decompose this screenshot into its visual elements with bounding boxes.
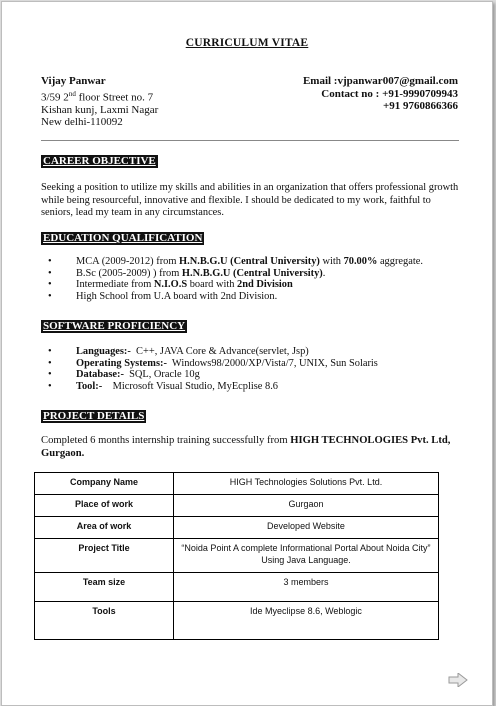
table-key-cell: Team size: [35, 573, 174, 602]
bullet-icon: •: [48, 380, 52, 392]
table-value-cell: HIGH Technologies Solutions Pvt. Ltd.: [174, 473, 439, 495]
education-text-b: H.N.B.G.U (Central University): [179, 256, 320, 267]
table-value-cell: 3 members: [174, 573, 439, 602]
bullet-icon: •: [48, 256, 52, 267]
phone-line-1: Contact no : +91-9990709943: [321, 87, 458, 100]
project-details-table: [34, 472, 439, 640]
header-divider: [41, 140, 459, 141]
software-item: [48, 369, 378, 381]
software-label: Tool:-: [76, 380, 103, 392]
education-text-d: 70.00%: [343, 256, 378, 267]
education-list: [48, 256, 423, 302]
address-number: 3/59 2: [41, 91, 69, 104]
education-heading: EDUCATION QUALIFICATION: [43, 232, 203, 244]
table-value-cell: Developed Website: [174, 517, 439, 539]
table-row: [35, 517, 439, 539]
education-item: [48, 279, 423, 291]
software-value: C++, JAVA Core & Advance(servlet, Jsp): [130, 346, 309, 357]
software-item: [48, 358, 378, 370]
software-list: [48, 346, 378, 392]
bullet-icon: •: [48, 290, 52, 302]
address-line-3: New delhi-110092: [41, 116, 123, 129]
education-text-a: B.Sc (2005-2009) ) from: [76, 267, 182, 279]
table-value-cell: Gurgaon: [174, 495, 439, 517]
bullet-icon: •: [48, 267, 52, 279]
education-text-c: with: [319, 256, 344, 267]
education-text-c: .: [322, 267, 326, 279]
table-value-cell: Ide Myeclipse 8.6, Weblogic: [174, 602, 439, 640]
bullet-icon: •: [48, 357, 52, 369]
table-row: [35, 473, 439, 495]
education-item: [48, 291, 423, 303]
software-heading: SOFTWARE PROFICIENCY: [43, 320, 186, 332]
software-label: Operating Systems:-: [76, 357, 167, 369]
software-label: Languages:-: [76, 346, 131, 357]
candidate-name: Vijay Panwar: [41, 75, 106, 87]
education-text-a: Intermediate from: [76, 279, 154, 291]
software-label: Database:-: [76, 369, 124, 381]
table-key-cell: Tools: [35, 602, 174, 640]
education-text-b: N.I.O.S: [153, 279, 188, 291]
education-item: [48, 256, 423, 268]
table-key-cell: Company Name: [35, 473, 174, 495]
table-key-cell: Area of work: [35, 517, 174, 539]
software-value: Microsoft Visual Studio, MyEcplise 8.6: [102, 380, 279, 392]
table-value-cell: “Noida Point A complete Informational Portal About Noida City” Using Java Language.: [174, 539, 439, 573]
table-row: [35, 602, 439, 640]
education-text-a: MCA (2009-2012) from: [76, 256, 180, 267]
career-objective-text: Seeking a position to utilize my skills and abilities in an organization that offers professional growth while being resourceful, innovative and flexible. I should be dedicated to my work, faithful to seniors, lead my team in any circumstances.: [41, 182, 459, 219]
career-objective-heading: CAREER OBJECTIVE: [43, 155, 156, 167]
education-text-a: High School from U.A board with 2nd Division.: [76, 290, 278, 302]
table-key-cell: Project Title: [35, 539, 174, 573]
project-heading: PROJECT DETAILS: [43, 410, 145, 422]
project-company: HIGH TECHNOLOGIES Pvt. Ltd, Gurgaon.: [41, 435, 451, 459]
email-line: Email :vjpanwar007@gmail.com: [302, 75, 458, 87]
address-line-2: Kishan kunj, Laxmi Nagar: [41, 103, 159, 116]
education-text-b: H.N.B.G.U (Central University): [181, 267, 323, 279]
contact-info-block: [303, 75, 458, 113]
software-value: Windows98/2000/XP/Vista/7, UNIX, Sun Solaris: [166, 357, 378, 369]
project-intro: [41, 435, 459, 460]
table-row: [35, 495, 439, 517]
table-row: [35, 539, 439, 573]
phone-line-2: +91 9760866366: [382, 100, 458, 113]
education-text-e: aggregate.: [377, 256, 423, 267]
resume-page: [1, 1, 493, 706]
education-item: [48, 268, 423, 280]
table-key-cell: Place of work: [35, 495, 174, 517]
bullet-icon: •: [48, 346, 52, 357]
software-item: [48, 346, 378, 358]
bullet-icon: •: [48, 369, 52, 381]
bullet-icon: •: [48, 279, 52, 291]
education-text-d: 2nd Division: [237, 279, 293, 291]
table-row: [35, 573, 439, 602]
software-value: SQL, Oracle 10g: [123, 369, 200, 381]
project-intro-text: Completed 6 months internship training successfully from: [41, 435, 291, 446]
education-text-c: board with: [187, 279, 238, 291]
contact-address-block: [41, 75, 158, 129]
address-line-1: [41, 88, 158, 104]
software-item: [48, 381, 378, 393]
address-ordinal: nd: [68, 89, 76, 98]
document-title: CURRICULUM VITAE: [185, 37, 309, 49]
address-street: floor Street no. 7: [75, 91, 154, 104]
next-page-arrow-icon[interactable]: [448, 673, 468, 687]
